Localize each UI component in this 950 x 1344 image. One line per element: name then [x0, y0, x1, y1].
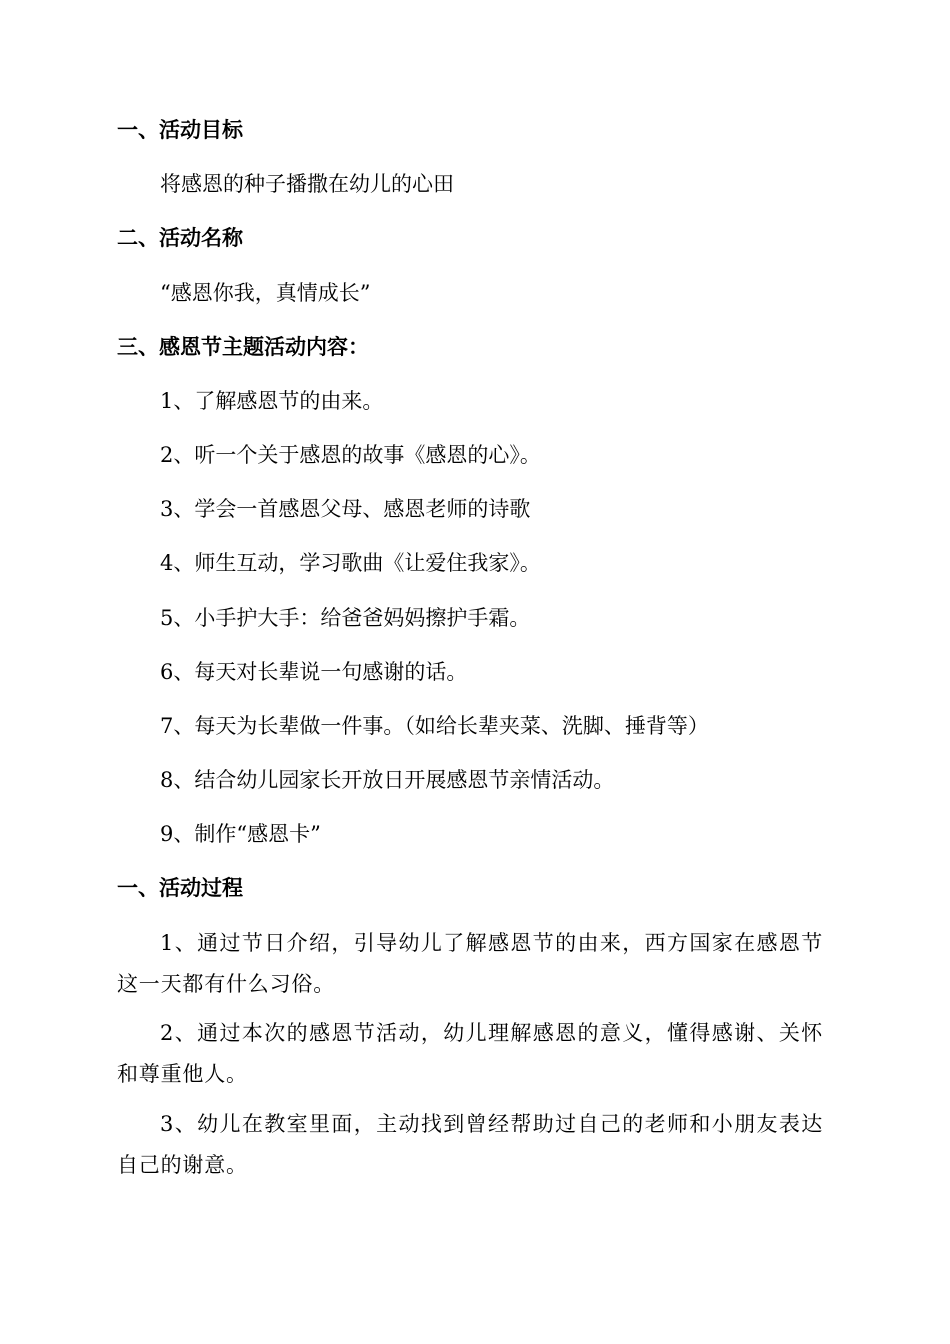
section-heading-name: 二、活动名称	[117, 226, 243, 250]
section-heading-goal: 一、活动目标	[117, 118, 243, 142]
activity-name-text: “感恩你我，真情成长”	[160, 281, 371, 305]
list-item: 8、结合幼儿园家长开放日开展感恩节亲情活动。	[160, 768, 615, 792]
list-item: 2、听一个关于感恩的故事《感恩的心》。	[160, 443, 541, 467]
list-item: 9、制作“感恩卡”	[160, 822, 321, 846]
section-heading-content: 三、感恩节主题活动内容：	[117, 335, 369, 359]
process-paragraph: 1、通过节日介绍，引导幼儿了解感恩节的由来，西方国家在感恩节这一天都有什么习俗。	[117, 931, 823, 996]
goal-text: 将感恩的种子播撒在幼儿的心田	[160, 172, 454, 196]
list-item: 4、师生互动，学习歌曲《让爱住我家》。	[160, 551, 541, 575]
list-item: 7、每天为长辈做一件事。（如给长辈夹菜、洗脚、捶背等）	[160, 714, 709, 738]
process-paragraph: 2、通过本次的感恩节活动，幼儿理解感恩的意义，懂得感谢、关怀和尊重他人。	[117, 1021, 823, 1086]
process-paragraph: 3、幼儿在教室里面，主动找到曾经帮助过自己的老师和小朋友表达自己的谢意。	[117, 1112, 823, 1177]
section-heading-process: 一、活动过程	[117, 876, 243, 900]
list-item: 6、每天对长辈说一句感谢的话。	[160, 660, 468, 684]
list-item: 5、小手护大手：给爸爸妈妈擦护手霜。	[160, 606, 531, 630]
list-item: 3、学会一首感恩父母、感恩老师的诗歌	[160, 497, 531, 521]
list-item: 1、了解感恩节的由来。	[160, 389, 384, 413]
